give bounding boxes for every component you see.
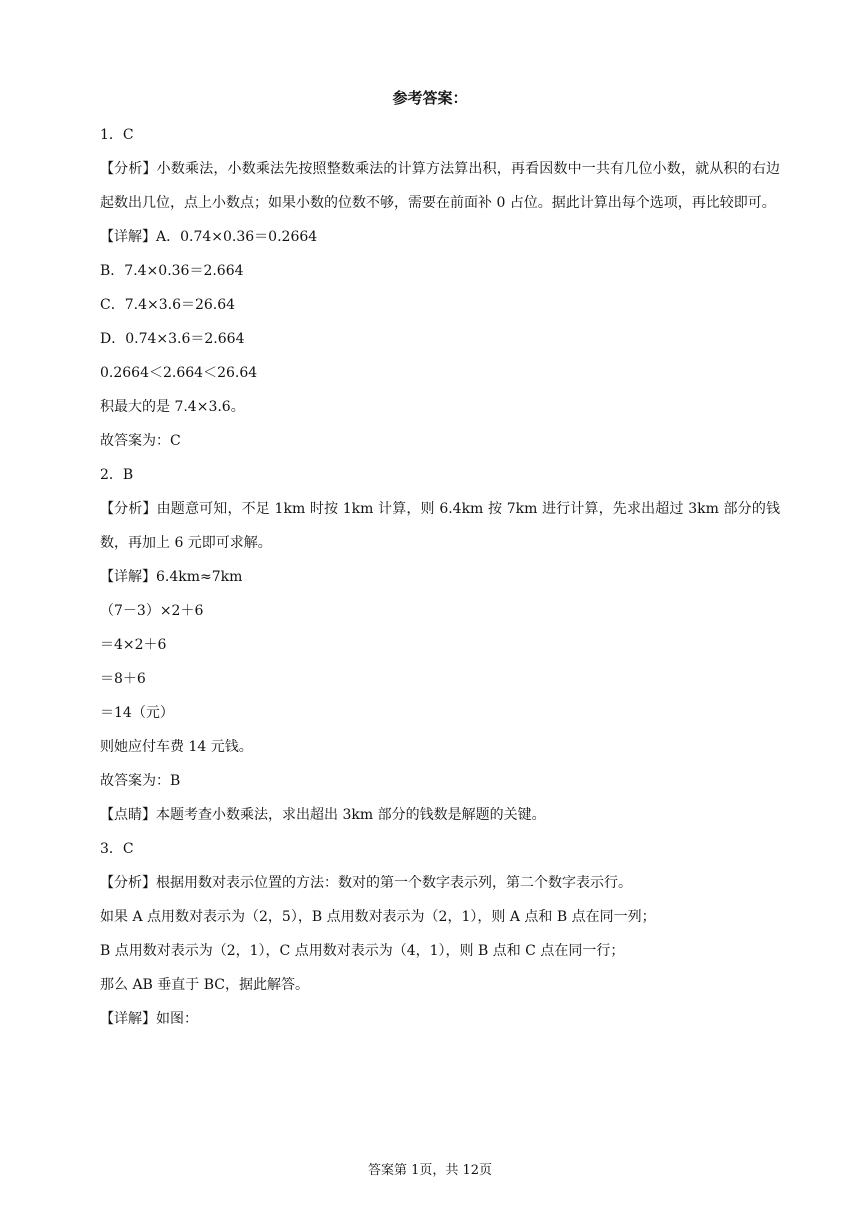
question-3-point-a-b: 如果 A 点用数对表示为（2，5），B 点用数对表示为（2，1），则 A 点和 B 点在同一列； <box>100 909 656 925</box>
answer-content <box>100 118 780 1036</box>
question-2-final-answer: 故答案为：B <box>100 773 181 789</box>
question-2-comment: 【点睛】本题考查小数乘法，求出超出 3km 部分的钱数是解题的关键。 <box>100 807 546 823</box>
page-footer: 答案第 1页，共 12页 <box>367 1163 493 1178</box>
question-1-final-answer: 故答案为：C <box>100 433 181 449</box>
question-1-detail-a: 【详解】A．0.74×0.36＝0.2664 <box>100 229 318 245</box>
question-3-perpendicular: 那么 AB 垂直于 BC，据此解答。 <box>100 977 310 993</box>
question-1-detail-b: B．7.4×0.36＝2.664 <box>100 263 244 279</box>
question-1-detail-d: D．0.74×3.6＝2.664 <box>100 331 245 347</box>
question-2-step-1: （7－3）×2＋6 <box>100 603 204 619</box>
question-3-answer: 3．C <box>100 841 134 857</box>
question-3-analysis: 【分析】根据用数对表示位置的方法：数对的第一个数字表示列，第二个数字表示行。 <box>100 875 632 891</box>
question-2-answer: 2．B <box>100 467 134 483</box>
question-1-comparison: 0.2664＜2.664＜26.64 <box>100 365 258 381</box>
question-1-answer: 1．C <box>100 127 134 143</box>
question-2-step-2: ＝4×2＋6 <box>100 637 167 653</box>
question-1-conclusion: 积最大的是 7.4×3.6。 <box>100 399 245 415</box>
page-title: 参考答案： <box>392 89 468 107</box>
question-2-conclusion: 则她应付车费 14 元钱。 <box>100 739 253 755</box>
question-2-step-4: ＝14（元） <box>100 705 174 721</box>
question-1-analysis: 【分析】小数乘法，小数乘法先按照整数乘法的计算方法算出积，再看因数中一共有几位小数，就从积的右边起数出几位，点上小数点；如果小数的位数不够，需要在前面补 0 占位。据此计算出每个选项，再比较即可。 <box>100 161 780 211</box>
question-1-detail-c: C．7.4×3.6＝26.64 <box>100 297 236 313</box>
question-2-analysis: 【分析】由题意可知，不足 1km 时按 1km 计算，则 6.4km 按 7km 进行计算，先求出超过 3km 部分的钱数，再加上 6 元即可求解。 <box>100 501 780 551</box>
question-2-detail: 【详解】6.4km≈7km <box>100 569 243 585</box>
question-3-point-b-c: B 点用数对表示为（2，1），C 点用数对表示为（4，1），则 B 点和 C 点在同一行； <box>100 943 625 959</box>
question-3-detail: 【详解】如图： <box>100 1011 198 1027</box>
question-2-step-3: ＝8＋6 <box>100 671 146 687</box>
